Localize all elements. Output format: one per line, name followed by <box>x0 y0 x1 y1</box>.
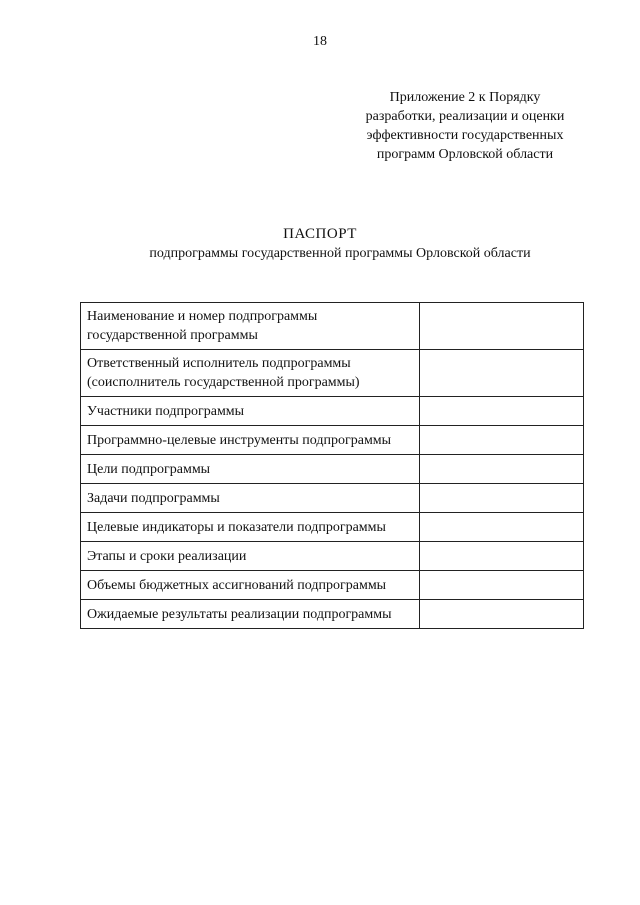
table-row <box>81 484 584 513</box>
row-label: Объемы бюджетных ассигнований подпрограммы <box>81 571 420 600</box>
table-row <box>81 426 584 455</box>
row-label: Задачи подпрограммы <box>81 484 420 513</box>
row-label: Целевые индикаторы и показатели подпрограммы <box>81 513 420 542</box>
row-label: Ответственный исполнитель подпрограммы (соисполнитель государственной программы) <box>81 350 420 397</box>
table-row <box>81 350 584 397</box>
table-row <box>81 542 584 571</box>
document-title: ПАСПОРТ <box>283 226 357 242</box>
row-value <box>420 426 584 455</box>
row-label: Этапы и сроки реализации <box>81 542 420 571</box>
appendix-note <box>330 88 600 164</box>
row-value <box>420 303 584 350</box>
row-value <box>420 542 584 571</box>
table-row <box>81 455 584 484</box>
row-label: Наименование и номер подпрограммы государственной программы <box>81 303 420 350</box>
page-number: 18 <box>313 34 327 49</box>
table-row <box>81 600 584 629</box>
row-label: Участники подпрограммы <box>81 397 420 426</box>
table-row <box>81 513 584 542</box>
row-value <box>420 513 584 542</box>
row-label: Цели подпрограммы <box>81 455 420 484</box>
row-value <box>420 571 584 600</box>
appendix-line: эффективности государственных <box>366 128 564 143</box>
row-value <box>420 455 584 484</box>
row-label: Программно-целевые инструменты подпрограммы <box>81 426 420 455</box>
table-row <box>81 303 584 350</box>
document-subtitle: подпрограммы государственной программы Орловской области <box>149 246 531 261</box>
appendix-line: Приложение 2 к Порядку <box>389 90 541 105</box>
appendix-line: программ Орловской области <box>376 147 554 162</box>
row-value <box>420 350 584 397</box>
table-row <box>81 571 584 600</box>
row-value <box>420 600 584 629</box>
passport-table <box>80 302 584 629</box>
row-label: Ожидаемые результаты реализации подпрограммы <box>81 600 420 629</box>
appendix-line: разработки, реализации и оценки <box>365 109 565 124</box>
row-value <box>420 397 584 426</box>
row-value <box>420 484 584 513</box>
table-row <box>81 397 584 426</box>
